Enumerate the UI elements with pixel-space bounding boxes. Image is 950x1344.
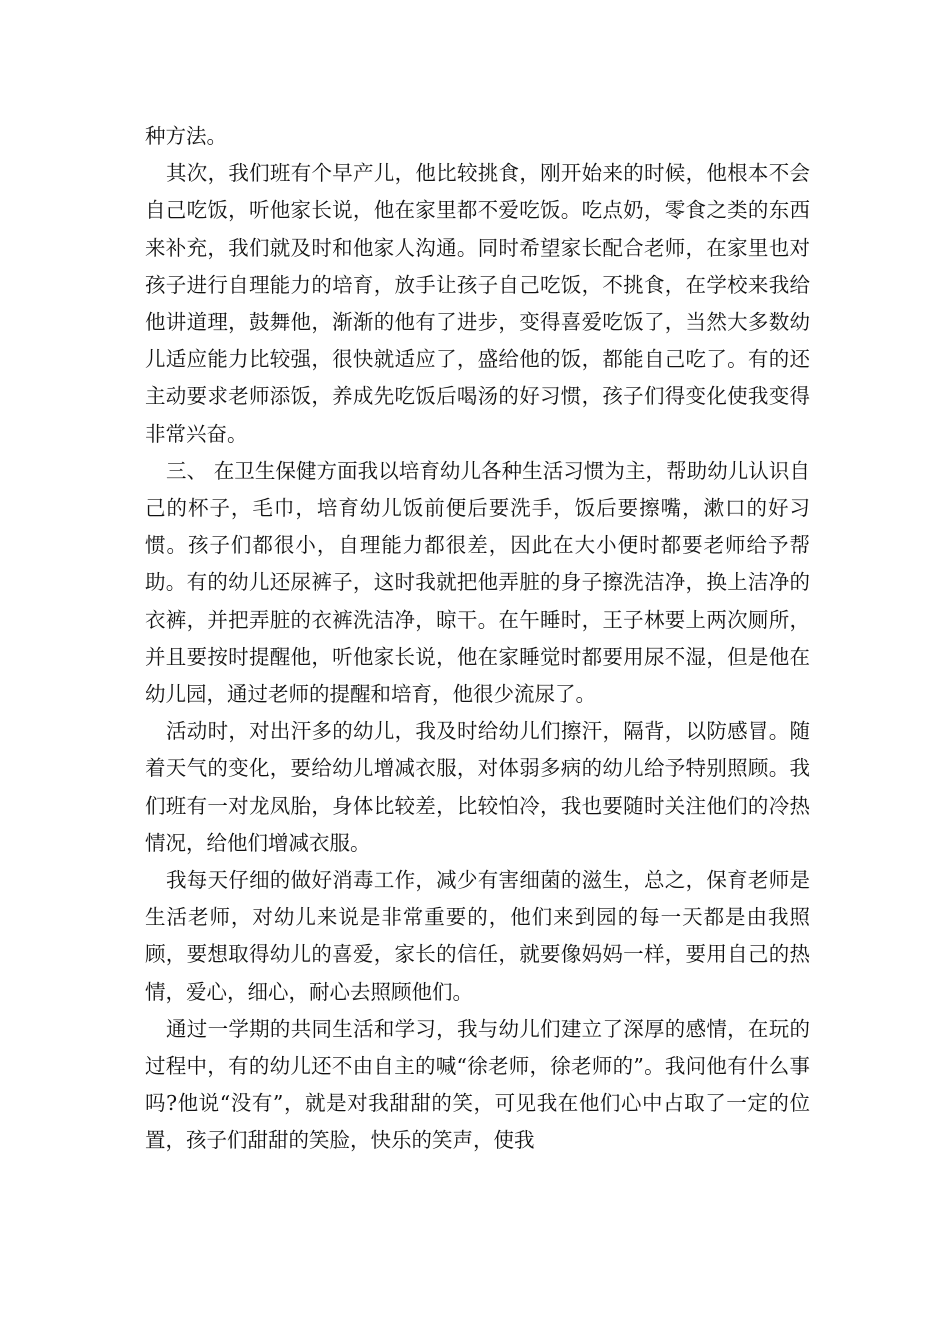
paragraph-activity-care: 活动时，对出汗多的幼儿，我及时给幼儿们擦汗，隔背，以防感冒。随着天气的变化，要给幼儿增减衣服，对体弱多病的幼儿给予特别照顾。我们班有一对龙凤胎，身体比较差，比较怕冷，我也要随时关注他们的冷热情况，给他们增减衣服。 xyxy=(145,719,810,855)
body-text xyxy=(145,118,810,1160)
paragraph-picky-eater: 其次，我们班有个早产儿，他比较挑食，刚开始来的时候，他根本不会自己吃饭，听他家长说，他在家里都不爱吃饭。吃点奶，零食之类的东西来补充，我们就及时和他家人沟通。同时希望家长配合老师，在家里也对孩子进行自理能力的培育，放手让孩子自己吃饭，不挑食，在学校来我给他讲道理，鼓舞他，渐渐的他有了进步，变得喜爱吃饭了，当然大多数幼儿适应能力比较强，很快就适应了，盛给他的饭，都能自己吃了。有的还主动要求老师添饭，养成先吃饭后喝汤的好习惯，孩子们得变化使我变得非常兴奋。 xyxy=(145,161,810,446)
paragraph-disinfection: 我每天仔细的做好消毒工作，减少有害细菌的滋生，总之，保育老师是生活老师，对幼儿来说是非常重要的，他们来到园的每一天都是由我照顾，要想取得幼儿的喜爱，家长的信任，就要像妈妈一样，要用自己的热情，爱心，细心，耐心去照顾他们。 xyxy=(145,868,810,1004)
paragraph-continuation: 种方法。 xyxy=(145,124,227,148)
paragraph-relationship: 通过一学期的共同生活和学习，我与幼儿们建立了深厚的感情，在玩的过程中，有的幼儿还不由自主的喊“徐老师，徐老师的”。我问他有什么事吗?他说“没有”，就是对我甜甜的笑，可见我在他们心中占取了一定的位置，孩子们甜甜的笑脸，快乐的笑声，使我 xyxy=(145,1016,810,1153)
paragraph-hygiene-habits: 三、 在卫生保健方面我以培育幼儿各种生活习惯为主，帮助幼儿认识自己的杯子，毛巾，培育幼儿饭前便后要洗手，饭后要擦嘴，漱口的好习惯。孩子们都很小，自理能力都很差，因此在大小便时都要老师给予帮助。有的幼儿还尿裤子，这时我就把他弄脏的身子擦洗洁净，换上洁净的衣裤，并把弄脏的衣裤洗洁净，晾干。在午睡时，王子林要上两次厕所，并且要按时提醒他，听他家长说，他在家睡觉时都要用尿不湿，但是他在幼儿园，通过老师的提醒和培育，他很少流尿了。 xyxy=(145,458,810,707)
